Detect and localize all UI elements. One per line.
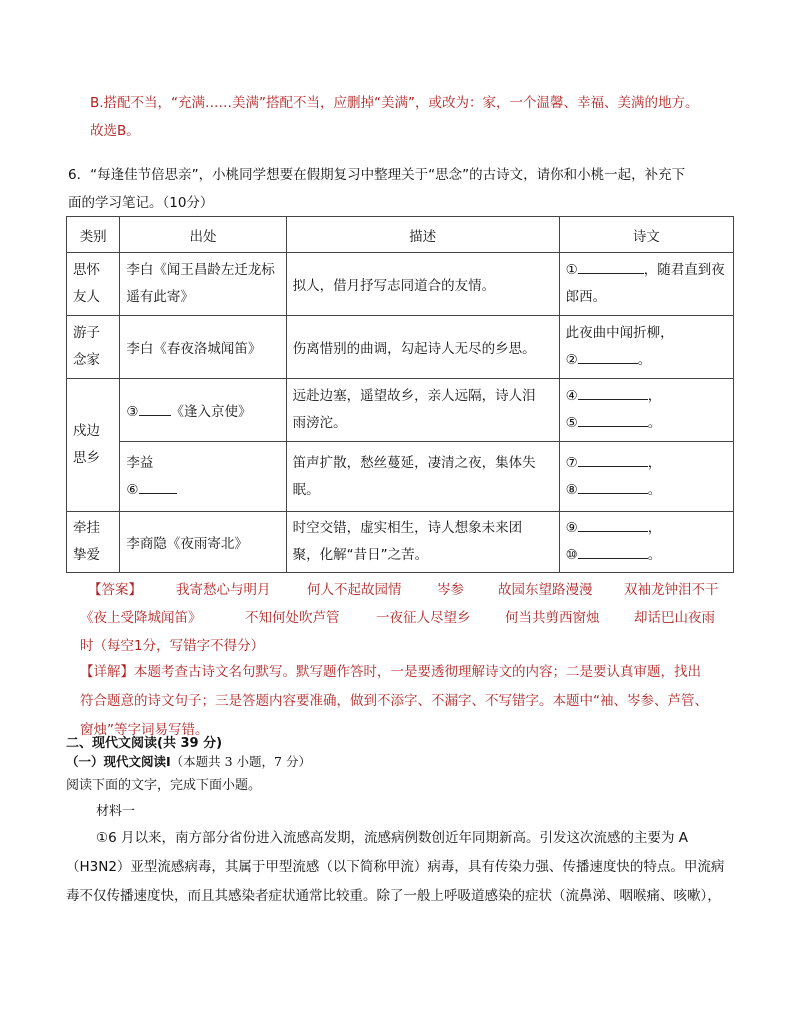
fill-blank-5[interactable] (578, 412, 648, 427)
table-row (67, 442, 734, 512)
subsection-title (66, 752, 311, 770)
description-text: 远赴边塞，遥望故乡，亲人远隔，诗人泪 (292, 388, 536, 404)
source-text: 李白《闻王昌龄左迁龙标 (126, 262, 275, 278)
description-text: 眠。 (292, 481, 320, 498)
answer-item: 《夜上受降城闻笛》 (80, 610, 202, 626)
header-category: 类别 (67, 217, 120, 253)
header-poem: 诗文 (559, 217, 733, 253)
table-row (67, 512, 734, 573)
question-6-prompt (68, 163, 685, 219)
category-cell (67, 316, 120, 379)
description-text: 时空交错，虚实相生，诗人想象未来团 (292, 520, 523, 536)
fill-blank-8[interactable] (578, 479, 648, 494)
detail-line: 【详解】本题考查古诗文名句默写。默写题作答时，一是要透彻理解诗文的内容；二是要认真审题，找出 (80, 664, 701, 680)
description-cell: 伤离惜别的曲调，勾起诗人无尽的乡思。 (286, 316, 559, 379)
blank-number: ⑨ (565, 520, 578, 536)
poem-text: ， (647, 520, 662, 536)
poem-text: ，随君直到夜 (643, 262, 725, 278)
subsection-heading: （一）现代文阅读Ⅰ (66, 754, 171, 769)
poem-cell (559, 253, 733, 316)
table-row (67, 253, 734, 316)
answer-item: 双袖龙钟泪不干 (624, 582, 719, 598)
blank-number: ② (565, 352, 578, 368)
answer-item: 一夜征人尽望乡 (376, 610, 471, 626)
fill-blank-10[interactable] (578, 544, 648, 559)
category-cell (67, 253, 120, 316)
category-text: 思乡 (73, 450, 100, 466)
category-text: 挚爱 (73, 547, 100, 563)
category-text: 友人 (73, 289, 100, 305)
fill-blank-7[interactable] (578, 452, 648, 467)
blank-number: ⑥ (126, 481, 139, 498)
description-cell: 拟人，借月抒写志同道合的友情。 (286, 253, 559, 316)
material-label: 材料一 (96, 804, 136, 819)
poem-cell (559, 379, 733, 442)
source-cell (120, 253, 286, 316)
subsection-note: （本题共 3 小题，7 分） (170, 754, 311, 769)
blank-number: ⑦ (565, 454, 578, 471)
category-cell (67, 379, 120, 512)
paragraph-line: ①6 月以来，南方部分省份进入流感高发期，流感病例数创近年同期新高。引发这次流感的主要为 A (96, 830, 689, 846)
category-text: 牵挂 (73, 520, 100, 536)
blank-number: ① (565, 262, 578, 278)
description-text: 雨滂沱。 (292, 415, 347, 431)
detail-line: 窗烛”等字词易写错。 (80, 722, 209, 738)
fill-blank-3[interactable] (139, 401, 171, 416)
category-text: 念家 (73, 352, 100, 368)
blank-number: ⑧ (565, 481, 578, 498)
description-cell (286, 379, 559, 442)
answer-item: 却话巴山夜雨 (634, 610, 715, 626)
category-text: 游子 (73, 325, 100, 341)
source-cell (120, 442, 286, 512)
poem-text: 。 (647, 415, 662, 431)
source-text: 《逢入京使》 (170, 404, 252, 420)
source-text: 李益 (126, 454, 154, 471)
answer-b-line: 故选B。 (90, 123, 140, 139)
fill-blank-4[interactable] (578, 385, 648, 400)
poem-text: ， (647, 388, 662, 404)
poem-cell (559, 316, 733, 379)
poem-text: ， (647, 454, 662, 471)
description-cell (286, 512, 559, 573)
paragraph-line: （H3N2）亚型流感病毒，其属于甲型流感（以下简称甲流）病毒，具有传染力强、传播速度快的特点。甲流病 (66, 859, 725, 875)
description-cell (286, 442, 559, 512)
poem-cell (559, 512, 733, 573)
fill-blank-6[interactable] (139, 479, 177, 494)
answer-b-line: B.搭配不当，“充满……美满”搭配不当，应删掉“美满”，或改为：家，一个温馨、幸福、美满的地方。 (90, 95, 699, 111)
reading-instruction: 阅读下面的文字，完成下面小题。 (66, 778, 262, 793)
poem-text: 此夜曲中闻折柳， (565, 325, 674, 341)
answer-item: 岑参 (437, 582, 464, 598)
source-cell: 李商隐《夜雨寄北》 (120, 512, 286, 573)
header-source: 出处 (120, 217, 286, 253)
description-text: 笛声扩散，愁丝蔓延，凄清之夜，集体失 (292, 454, 536, 471)
category-cell (67, 512, 120, 573)
detail-line: 符合题意的诗文句子；三是答题内容要准确，做到不添字、不漏字、不写错字。本题中“袖、岑参、芦管、 (80, 693, 708, 709)
blank-number: ⑩ (565, 547, 578, 563)
poem-text: 郎西。 (565, 289, 607, 305)
source-text: 遥有此寄》 (126, 289, 194, 305)
section-title: 二、现代文阅读(共 39 分) (66, 736, 223, 751)
answer-note: 时（每空1分，写错字不得分） (80, 638, 265, 654)
description-text: 聚，化解“昔日”之苦。 (292, 547, 429, 563)
answer-b-explanation (90, 92, 699, 148)
header-description: 描述 (286, 217, 559, 253)
source-cell (120, 379, 286, 442)
answer-item: 不知何处吹芦管 (245, 610, 340, 626)
poem-text: 。 (647, 481, 662, 498)
blank-number: ⑤ (565, 415, 578, 431)
category-text: 思怀 (73, 262, 100, 278)
answer-item: 故园东望路漫漫 (498, 582, 593, 598)
poem-cell (559, 442, 733, 512)
category-text: 戍边 (73, 423, 100, 439)
fill-blank-1[interactable] (578, 259, 644, 274)
fill-blank-9[interactable] (578, 517, 648, 532)
blank-number: ③ (126, 404, 139, 420)
poem-text: 。 (637, 352, 652, 368)
table-row (67, 316, 734, 379)
study-notes-table (66, 216, 734, 573)
table-row (67, 379, 734, 442)
source-cell: 李白《春夜洛城闻笛》 (120, 316, 286, 379)
answer-item: 我寄愁心与明月 (176, 582, 271, 598)
table-header-row (67, 217, 734, 253)
answer-label: 【答案】 (88, 582, 142, 598)
question-line: 6．“每逢佳节倍思亲”，小桃同学想要在假期复习中整理关于“思念”的古诗文，请你和小桃一起，补充下 (68, 167, 686, 183)
poem-text: 。 (647, 547, 662, 563)
answer-item: 何人不起故园情 (307, 582, 402, 598)
material-paragraph (66, 826, 724, 913)
paragraph-line: 毒不仅传播速度快，而且其感染者症状通常比较重。除了一般上呼吸道感染的症状（流鼻涕、咽喉痛、咳嗽）， (66, 888, 721, 904)
fill-blank-2[interactable] (578, 349, 638, 364)
question-line: 面的学习笔记。（10分） (68, 195, 214, 211)
answer-item: 何当共剪西窗烛 (505, 610, 600, 626)
blank-number: ④ (565, 388, 578, 404)
